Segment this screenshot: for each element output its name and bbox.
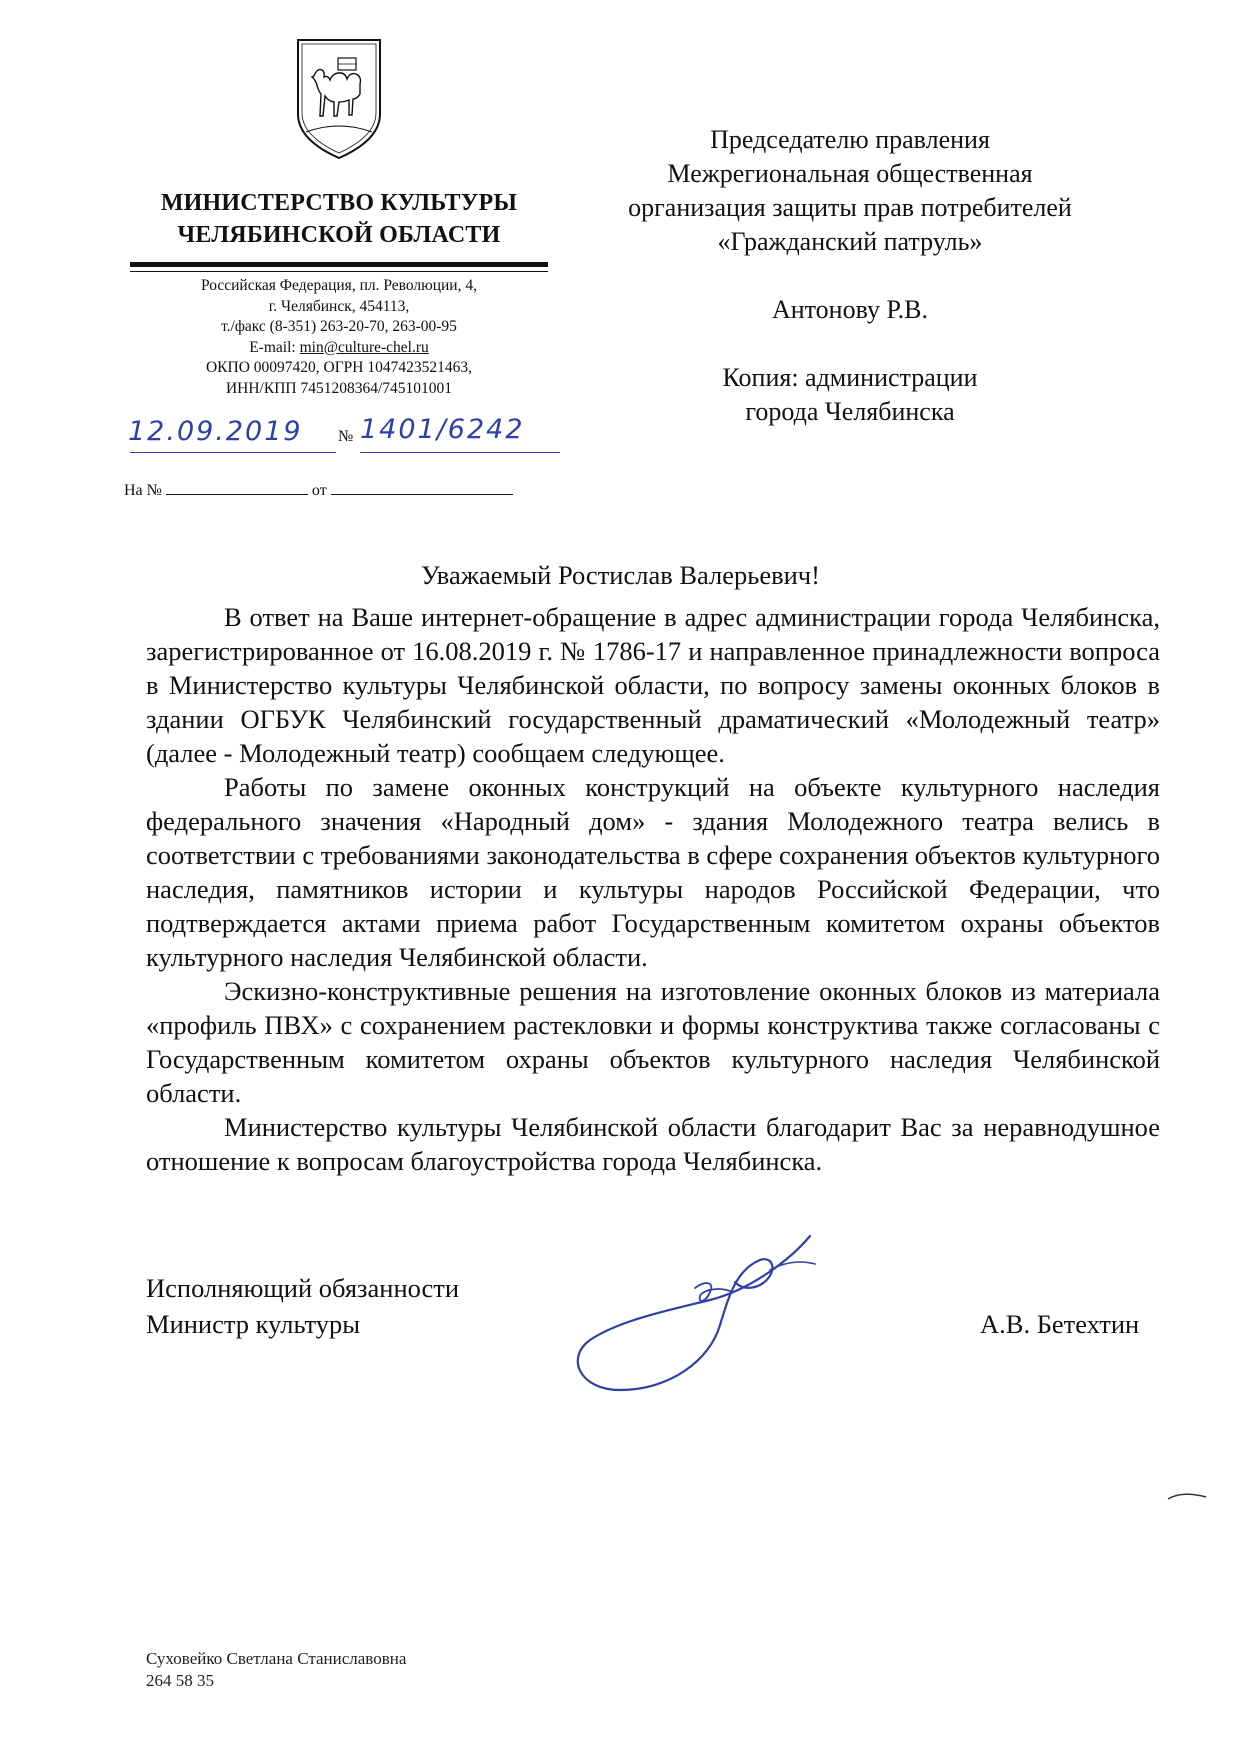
- address-line: Российская Федерация, пл. Революции, 4,: [201, 277, 477, 294]
- outgoing-number-line: [128, 414, 568, 458]
- signer-position-line1: Исполняющий обязанности: [146, 1273, 460, 1303]
- okpo-ogrn-line: ОКПО 00097420, ОГРН 1047423521463,: [205, 359, 472, 376]
- handwritten-outgoing-date: 12.09.2019: [128, 416, 303, 447]
- ministry-name: [130, 187, 548, 251]
- stray-pen-mark: [1166, 1490, 1208, 1502]
- addressee-name: Антонову Р.В.: [771, 295, 929, 324]
- ministry-name-line1: МИНИСТЕРСТВО КУЛЬТУРЫ: [160, 190, 518, 216]
- copy-line1: Копия: администрации: [722, 363, 978, 392]
- signer-position-line2: Министр культуры: [146, 1309, 361, 1339]
- handwritten-signature: [560, 1230, 860, 1405]
- email-label: E-mail:: [249, 338, 300, 356]
- phone-fax-line: т./факс (8-351) 263-20-70, 263-00-95: [221, 318, 457, 335]
- city-line: г. Челябинск, 454113,: [268, 297, 410, 315]
- executor-phone: 264 58 35: [146, 1671, 214, 1690]
- letterhead-divider-thick: [130, 262, 548, 267]
- addressee-line2: Межрегиональная общественная: [667, 159, 1033, 188]
- salutation: Уважаемый Ростислав Валерьевич!: [421, 560, 820, 590]
- addressee-block: [600, 123, 1100, 429]
- letterhead-divider-thin: [130, 271, 548, 272]
- executor-name: Суховейко Светлана Станиславовна: [146, 1649, 407, 1668]
- body-paragraph: Работы по замене оконных конструкций на объекте культурного наследия федерального значения «Народный дом» - здания Молодежного театра велись в соответствии с требованиями законодательства в сфере сохранения объектов культурного наследия, памятников истории и культуры народов Российской Федерации, что подтверждается актами приема работ Государственным комитетом охраны объектов культурного наследия Челябинской области.: [146, 772, 1160, 972]
- signer-position: [146, 1270, 459, 1342]
- addressee-line3: организация защиты прав потребителей: [628, 193, 1072, 222]
- number-sign: №: [338, 428, 354, 445]
- handwritten-outgoing-number: 1401/6242: [360, 414, 525, 445]
- addressee-line1: Председателю правления: [710, 125, 990, 154]
- letter-body: [146, 600, 1160, 1178]
- reference-line: [124, 480, 513, 500]
- copy-line2: города Челябинска: [745, 397, 955, 426]
- signer-name: А.В. Бетехтин: [980, 1309, 1140, 1339]
- body-paragraph: В ответ на Ваше интернет-обращение в адрес администрации города Челябинска, зарегистрированное от 16.08.2019 г. № 1786-17 и направленное принадлежности вопроса в Министерство культуры Челябинской области, по вопросу замены оконных блоков в здании ОГБУК Челябинский государственный драматический «Молодежный театр» (далее - Молодежный театр) сообщаем следующее.: [146, 602, 1160, 768]
- reference-number-blank: [166, 480, 308, 495]
- executor-info: [146, 1648, 406, 1692]
- addressee-line4: «Гражданский патруль»: [717, 227, 983, 256]
- number-underline: [360, 452, 560, 453]
- reference-date-blank: [331, 480, 513, 495]
- reference-date-label: от: [311, 482, 327, 499]
- coat-of-arms-icon: [292, 36, 386, 162]
- ministry-requisites: [130, 276, 548, 399]
- body-paragraph: Министерство культуры Челябинской области благодарит Вас за неравнодушное отношение к вопросам благоустройства города Челябинска.: [146, 1112, 1160, 1176]
- ministry-name-line2: ЧЕЛЯБИНСКОЙ ОБЛАСТИ: [177, 222, 501, 248]
- date-underline: [130, 452, 336, 453]
- body-paragraph: Эскизно-конструктивные решения на изготовление оконных блоков из материала «профиль ПВХ» с сохранением растекловки и формы конструктива также согласованы с Государственным комитетом охраны объектов культурного наследия Челябинской области.: [146, 976, 1160, 1108]
- inn-kpp-line: ИНН/КПП 7451208364/745101001: [225, 379, 453, 397]
- email-line: [130, 338, 548, 359]
- reference-number-label: На №: [124, 482, 162, 499]
- email-link[interactable]: min@culture-chel.ru: [299, 338, 429, 356]
